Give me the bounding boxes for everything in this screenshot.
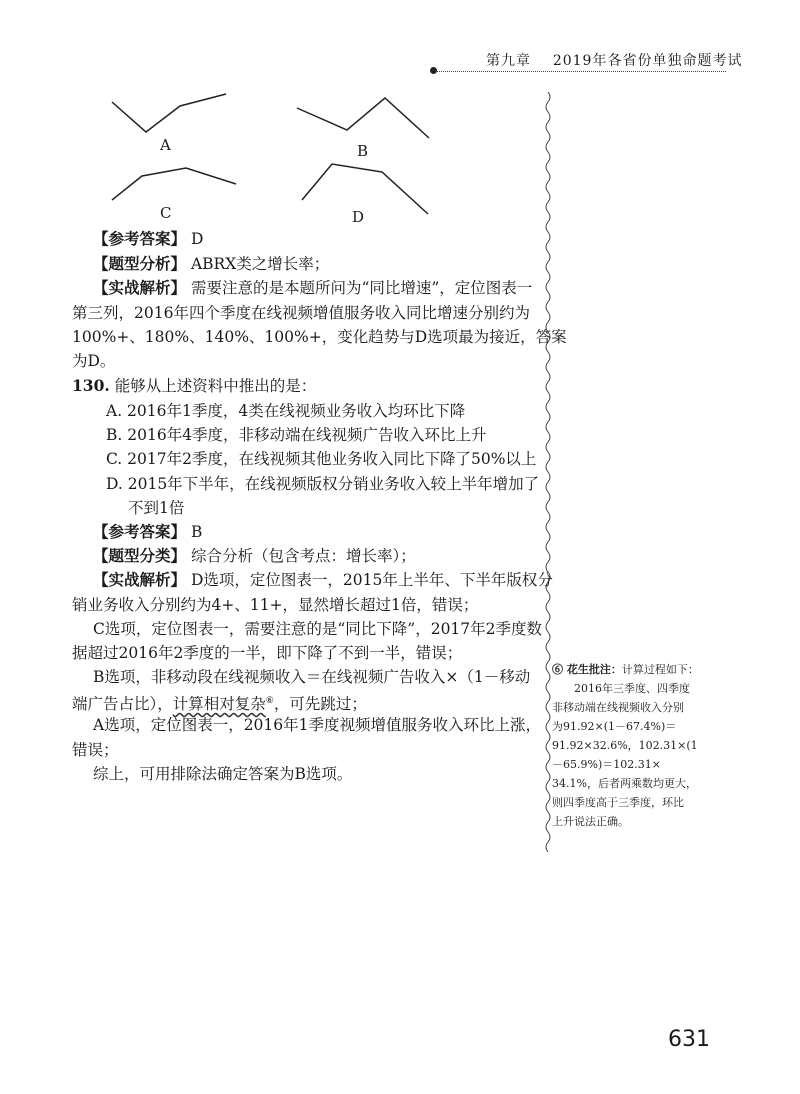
q130-stem: [72, 375, 316, 397]
q130-analysis-line-8: 错误；: [72, 741, 119, 759]
analysis-text: D选项，定位图表一，2015年上半年、下半年版权分: [190, 571, 553, 589]
q130-analysis-line-3: C选项，定位图表一，需要注意的是“同比下降”，2017年2季度数: [93, 620, 543, 638]
footnote-marker: ⑥: [265, 696, 274, 706]
figure-label-c: C: [160, 204, 172, 222]
side-note-title: ⑥ 花生批注：计算过程如下：: [552, 663, 699, 676]
q130-analysis-line-6: [72, 690, 367, 715]
q130-analysis-line-2: 销业务收入分别约为4+、11+，显然增长超过1倍，错误；: [72, 596, 479, 614]
q130-type-line: [93, 545, 416, 567]
answer-value: B: [190, 523, 203, 541]
type-label: 【题型分析】: [93, 254, 187, 273]
header-rule: [436, 71, 726, 72]
q129-analysis-line-4: 为D。: [72, 352, 116, 370]
q130-analysis-line-5: B选项，非移动段在线视频收入＝在线视频广告收入×（1－移动: [93, 668, 531, 686]
q130-conclusion: 综上，可用排除法确定答案为B选项。: [93, 765, 353, 783]
q130-analysis-line-4: 据超过2016年2季度的一半，即下降了不到一半，错误；: [72, 644, 463, 662]
answer-label: 【参考答案】: [93, 522, 187, 541]
b-line-wavy-text: 计算相对复杂: [172, 695, 266, 714]
b-line-suffix: ，可先跳过；: [273, 695, 367, 714]
analysis-label: 【实战解析】: [93, 570, 187, 589]
q129-analysis-line-3: 100%+、180%、140%、100%+，变化趋势与D选项最为接近，答案: [72, 328, 567, 346]
figure-label-d: D: [352, 208, 365, 226]
figure-option-c: [110, 162, 260, 207]
q130-option-a: A. 2016年1季度，4类在线视频业务收入均环比下降: [106, 402, 466, 420]
q129-type-line: [93, 253, 329, 275]
figure-label-a: A: [160, 136, 171, 154]
q130-option-c: C. 2017年2季度，在线视频其他业务收入同比下降了50%以上: [106, 450, 537, 468]
q130-option-b: B. 2016年4季度，非移动端在线视频广告收入环比上升: [106, 426, 487, 444]
side-note-line: 则四季度高于三季度，环比: [552, 796, 684, 809]
q130-option-d-cont: 不到1倍: [128, 499, 185, 517]
side-note-line: －65.9%)＝102.31×: [552, 758, 661, 771]
type-value: 综合分析（包含考点：增长率）；: [190, 547, 416, 565]
analysis-label: 【实战解析】: [93, 278, 187, 297]
side-note-line: 91.92×32.6%，102.31×(1: [552, 739, 698, 752]
q130-answer-line: [93, 521, 202, 543]
figure-option-b: [295, 94, 445, 144]
q130-analysis-line-1: [93, 569, 553, 591]
q129-analysis-line-2: 第三列，2016年四个季度在线视频增值服务收入同比增速分别约为: [72, 304, 530, 322]
figure-option-d: [300, 160, 450, 220]
chapter-label: 第九章: [486, 53, 531, 69]
side-note: [552, 660, 712, 831]
figure-option-a: [110, 88, 260, 138]
side-note-line: 2016年三季度、四季度: [574, 682, 690, 695]
analysis-text: 需要注意的是本题所问为“同比增速”，定位图表一: [190, 279, 533, 297]
chapter-title: 2019年各省份单独命题考试: [552, 53, 743, 69]
side-note-line: 上升说法正确。: [552, 815, 629, 828]
q129-analysis-line-1: [93, 277, 532, 299]
question-text: 能够从上述资料中推出的是：: [114, 377, 317, 395]
side-note-line: 34.1%，后者两乘数均更大，: [552, 777, 697, 790]
b-line-prefix: 端广告占比），: [72, 695, 173, 714]
q130-option-d: D. 2015年下半年，在线视频版权分销业务收入较上半年增加了: [106, 475, 540, 493]
running-header: [486, 50, 742, 70]
type-value: ABRX类之增长率；: [190, 255, 330, 273]
question-number: 130.: [72, 376, 110, 395]
page-number: 631: [668, 1027, 710, 1052]
type-label: 【题型分类】: [93, 546, 187, 565]
side-note-line: 为91.92×(1－67.4%)＝: [552, 720, 677, 733]
answer-value: D: [190, 230, 204, 248]
answer-label: 【参考答案】: [93, 229, 187, 248]
q130-analysis-line-7: A选项，定位图表一，2016年1季度视频增值服务收入环比上涨，: [93, 716, 542, 734]
figure-label-b: B: [357, 142, 369, 160]
q129-answer-line: [93, 228, 203, 250]
side-note-line: 非移动端在线视频收入分别: [552, 701, 684, 714]
